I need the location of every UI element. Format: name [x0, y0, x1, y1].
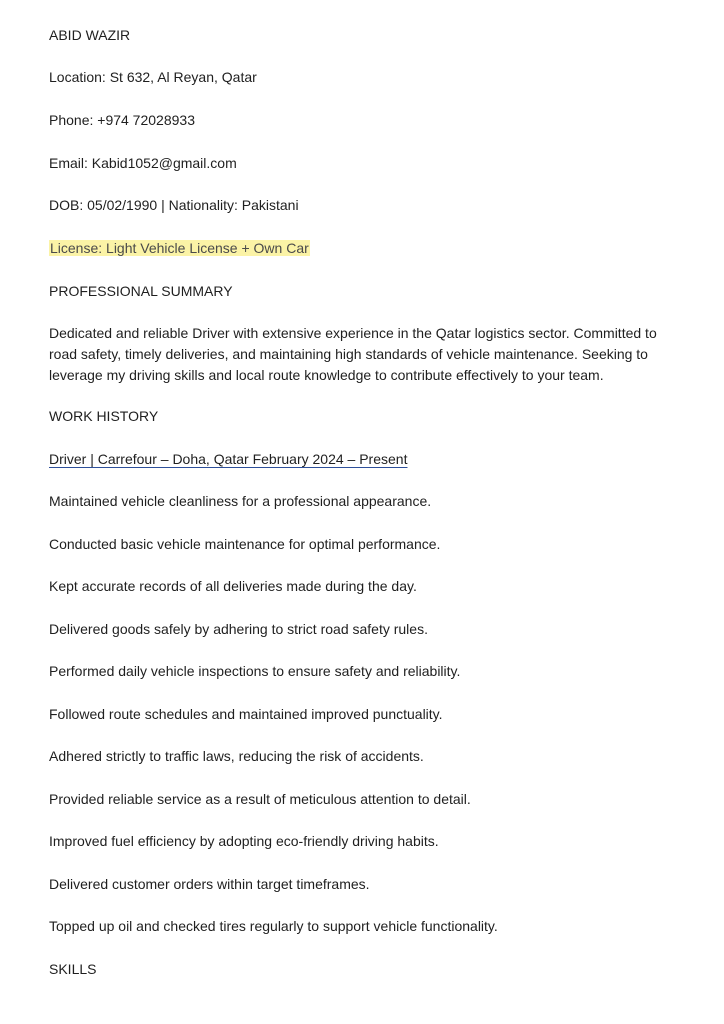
dob-nationality-line: DOB: 05/02/1990 | Nationality: Pakistani: [49, 197, 299, 213]
duty-item: Kept accurate records of all deliveries made during the day.: [49, 578, 417, 594]
location-line: Location: St 632, Al Reyan, Qatar: [49, 69, 257, 85]
duty-item: Followed route schedules and maintained improved punctuality.: [49, 706, 443, 722]
duty-item: Conducted basic vehicle maintenance for optimal performance.: [49, 536, 441, 552]
license-line: [49, 238, 310, 258]
license-highlight: License: Light Vehicle License + Own Car: [50, 240, 309, 256]
summary-heading: PROFESSIONAL SUMMARY: [49, 283, 233, 299]
duty-item: Improved fuel efficiency by adopting eco-friendly driving habits.: [49, 833, 439, 849]
skills-heading: SKILLS: [49, 961, 97, 977]
job-title-link[interactable]: [49, 449, 407, 469]
duty-item: Performed daily vehicle inspections to ensure safety and reliability.: [49, 663, 461, 679]
phone-line: Phone: +974 72028933: [49, 112, 195, 128]
work-history-heading: WORK HISTORY: [49, 408, 159, 424]
duty-item: Delivered goods safely by adhering to strict road safety rules.: [49, 621, 428, 637]
duty-item: Delivered customer orders within target timeframes.: [49, 876, 370, 892]
candidate-name: ABID WAZIR: [49, 27, 131, 43]
summary-text: Dedicated and reliable Driver with extensive experience in the Qatar logistics sector. Committed to road safety, timely deliveries, and maintaining high standards of vehicle maintenance. Seeking to leverage my driving skills and local route knowledge to contribute effectively to your team.: [49, 325, 657, 383]
job-title-text[interactable]: Driver | Carrefour – Doha, Qatar February 2024 – Present: [49, 451, 408, 467]
duty-item: Adhered strictly to traffic laws, reducing the risk of accidents.: [49, 748, 424, 764]
duty-item: Topped up oil and checked tires regularly to support vehicle functionality.: [49, 918, 498, 934]
email-line: Email: Kabid1052@gmail.com: [49, 155, 237, 171]
duty-item: Provided reliable service as a result of meticulous attention to detail.: [49, 791, 471, 807]
duty-item: Maintained vehicle cleanliness for a professional appearance.: [49, 493, 432, 509]
